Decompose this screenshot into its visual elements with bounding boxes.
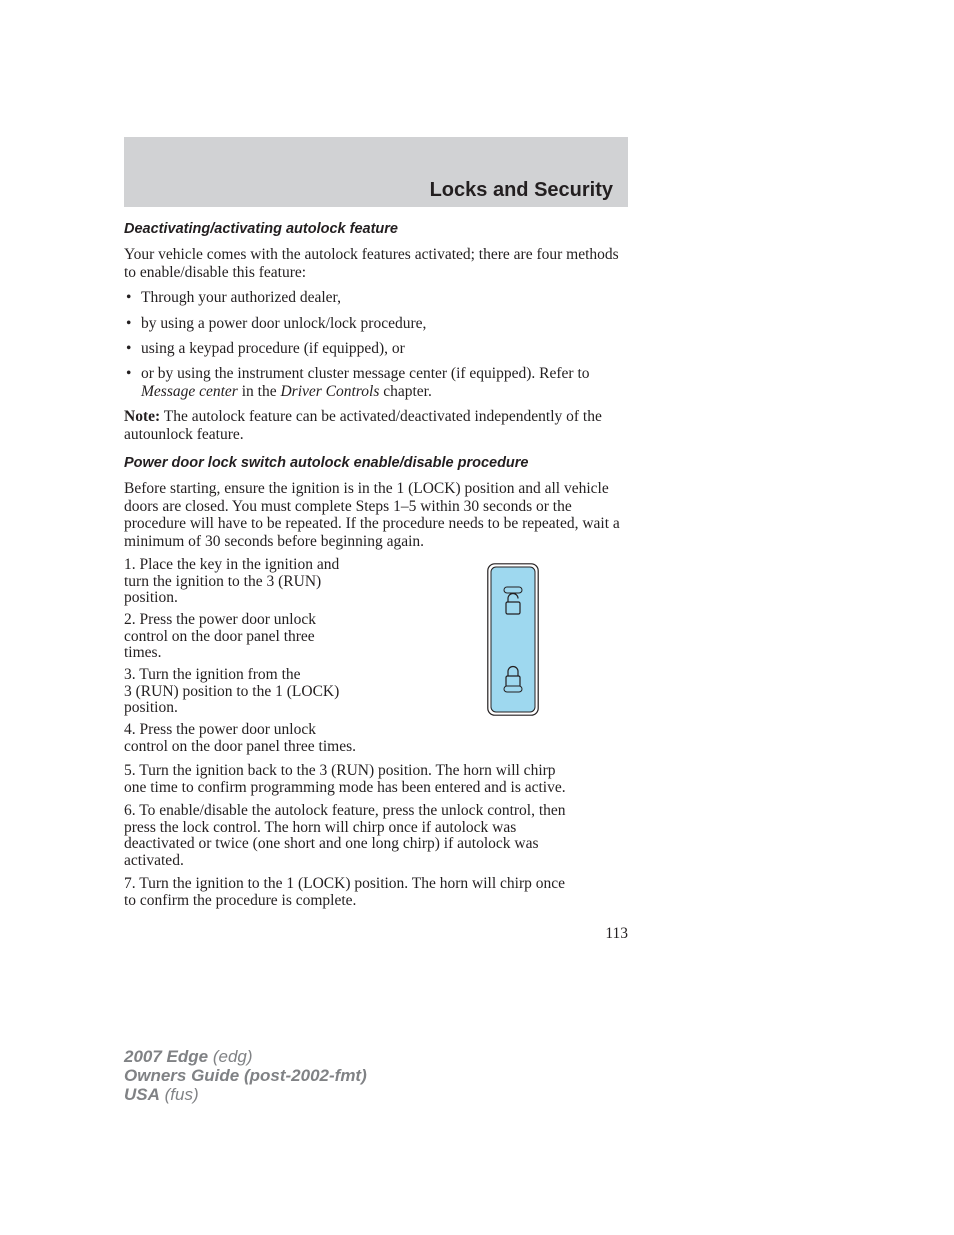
door-lock-switch-icon	[487, 563, 539, 716]
step-6: 6. To enable/disable the autolock feature, press the unlock control, then press the lock control. The horn will chirp once if autolock was deactivated or twice (one short and one long chirp) if autolock was activated.	[124, 802, 566, 869]
note-paragraph: Note: The autolock feature can be activated/deactivated independently of the autounlock feature.	[124, 408, 602, 443]
note-label: Note:	[124, 408, 161, 425]
section-heading-procedure: Power door lock switch autolock enable/disable procedure	[124, 455, 529, 471]
footer-region: USA (fus)	[124, 1085, 199, 1104]
section-heading-autolock: Deactivating/activating autolock feature	[124, 221, 398, 237]
chapter-header	[124, 137, 628, 207]
page-number: 113	[605, 925, 628, 942]
step-1: 1. Place the key in the ignition and turn the ignition to the 3 (RUN) position.	[124, 556, 340, 606]
footer-model: 2007 Edge (edg)	[124, 1047, 253, 1066]
step-2: 2. Press the power door unlock control on the door panel three times.	[124, 611, 316, 661]
step-3: 3. Turn the ignition from the 3 (RUN) position to the 1 (LOCK) position.	[124, 666, 340, 716]
message-center-reference: Message center	[141, 382, 238, 400]
intro-paragraph: Your vehicle comes with the autolock features activated; there are four methods to enable/disable this feature:	[124, 246, 619, 281]
footer-guide: Owners Guide (post-2002-fmt)	[124, 1066, 367, 1085]
step-5: 5. Turn the ignition back to the 3 (RUN) position. The horn will chirp one time to confirm programming mode has been entered and is active.	[124, 762, 566, 796]
step-7: 7. Turn the ignition to the 1 (LOCK) position. The horn will chirp once to confirm the procedure is complete.	[124, 875, 566, 909]
chapter-title: Locks and Security	[429, 179, 613, 201]
driver-controls-reference: Driver Controls	[280, 382, 380, 400]
step-4: 4. Press the power door unlock control on the door panel three times.	[124, 721, 357, 755]
procedure-intro: Before starting, ensure the ignition is in the 1 (LOCK) position and all vehicle doors are closed. You must complete Steps 1–5 within 30 seconds or the procedure will have to be repeated. If the procedure needs to be repeated, wait a minimum of 30 seconds before beginning again.	[124, 480, 620, 550]
